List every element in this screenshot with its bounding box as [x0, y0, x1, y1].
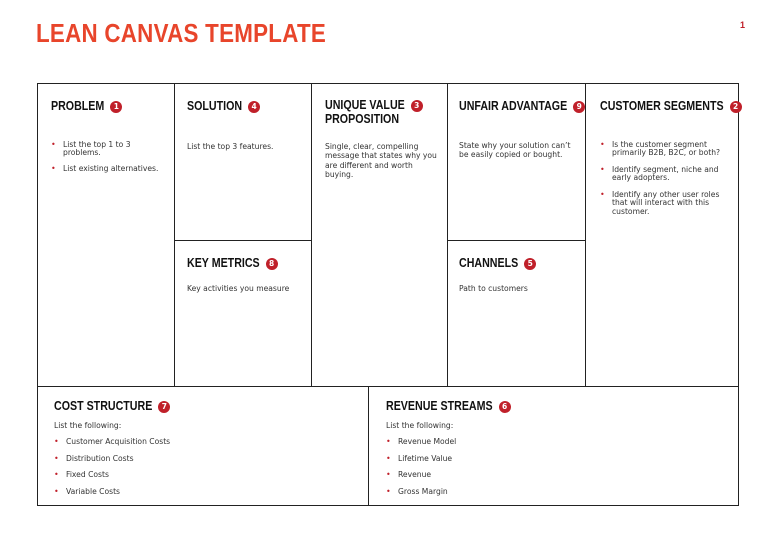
unfair-advantage-heading [459, 99, 591, 113]
list-item: • Variable Costs [54, 488, 354, 496]
cost-structure-number-badge: 7 [158, 401, 170, 413]
revenue-streams-intro: List the following: [386, 421, 454, 430]
vertical-divider [311, 84, 312, 386]
list-item: • Distribution Costs [54, 455, 354, 463]
problem-number-badge: 1 [110, 101, 122, 113]
uvp-text: Single, clear, compelling message that states why you are different and worth buying. [325, 142, 437, 180]
solution-heading [187, 98, 257, 113]
vertical-divider [447, 84, 448, 386]
cost-structure-title: COST STRUCTURE [54, 398, 153, 413]
page-title: LEAN CANVAS TEMPLATE [36, 18, 327, 48]
list-item: • Revenue [386, 471, 686, 479]
uvp-title-line2: PROPOSITION [325, 111, 400, 126]
channels-text: Path to customers [459, 284, 528, 293]
lean-canvas [37, 83, 739, 506]
uvp-number-badge: 3 [411, 100, 423, 112]
list-item: • Lifetime Value [386, 455, 686, 463]
key-metrics-heading [187, 256, 276, 270]
list-item: • Identify segment, niche and early adopters. [600, 166, 728, 183]
key-metrics-text: Key activities you measure [187, 284, 290, 293]
cost-structure-list [54, 438, 354, 504]
revenue-streams-list [386, 438, 686, 504]
problem-heading [51, 98, 119, 113]
uvp-heading [325, 98, 422, 112]
channels-number-badge: 5 [524, 258, 536, 270]
horizontal-divider [447, 240, 585, 241]
customer-segments-heading [600, 99, 751, 113]
customer-segments-number-badge: 2 [730, 101, 742, 113]
customer-segments-list [600, 141, 728, 224]
corner-mark: 1 [740, 20, 746, 30]
list-item: • Gross Margin [386, 488, 686, 496]
vertical-divider [174, 84, 175, 386]
horizontal-divider [38, 386, 738, 387]
solution-number-badge: 4 [248, 101, 260, 113]
vertical-divider [585, 84, 586, 386]
list-item: • Is the customer segment primarily B2B, B2C, or both? [600, 141, 728, 158]
solution-title: SOLUTION [187, 98, 243, 113]
list-item: • Fixed Costs [54, 471, 354, 479]
key-metrics-title: KEY METRICS [187, 255, 260, 270]
unfair-advantage-title: UNFAIR ADVANTAGE [459, 98, 568, 113]
revenue-streams-heading [386, 399, 516, 413]
list-item: • Identify any other user roles that will interact with this customer. [600, 191, 728, 216]
key-metrics-number-badge: 8 [266, 258, 278, 270]
list-item: • Revenue Model [386, 438, 686, 446]
uvp-heading-line2 [325, 112, 415, 126]
problem-list [51, 141, 169, 180]
uvp-title-line1: UNIQUE VALUE [325, 97, 405, 112]
unfair-advantage-text: State why your solution can’t be easily copied or bought. [459, 141, 571, 159]
vertical-divider [368, 386, 369, 505]
solution-text: List the top 3 features. [187, 142, 274, 151]
unfair-advantage-number-badge: 9 [573, 101, 585, 113]
list-item: • List the top 1 to 3 problems. [51, 141, 169, 158]
cost-structure-intro: List the following: [54, 421, 122, 430]
channels-title: CHANNELS [459, 255, 519, 270]
horizontal-divider [174, 240, 311, 241]
revenue-streams-number-badge: 6 [499, 401, 511, 413]
list-item: • Customer Acquisition Costs [54, 438, 354, 446]
list-item: • List existing alternatives. [51, 165, 169, 173]
revenue-streams-title: REVENUE STREAMS [386, 398, 493, 413]
cost-structure-heading [54, 399, 174, 413]
customer-segments-title: CUSTOMER SEGMENTS [600, 98, 724, 113]
problem-title: PROBLEM [51, 98, 105, 113]
channels-heading [459, 256, 531, 270]
